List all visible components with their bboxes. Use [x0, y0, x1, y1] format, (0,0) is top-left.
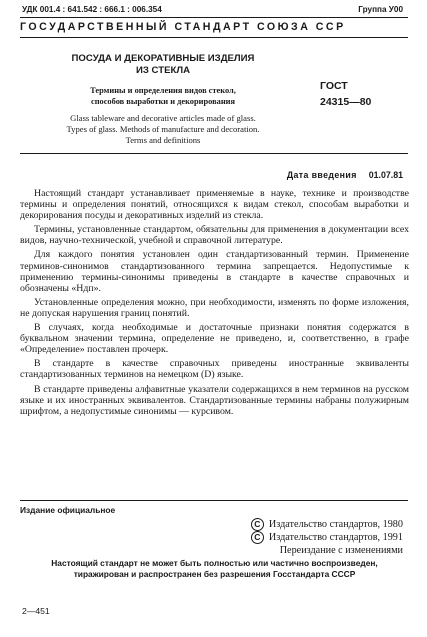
body-paragraph: В стандарте приведены алфавитные указатели содержащихся в нем терминов на русском языке и их иностранных эквивалентов. Стандартизованные термины набраны полужирным шрифтом, а недопустимые синонимы — курсивом. — [20, 383, 409, 417]
copyright-text: Издательство стандартов, 1980 — [268, 519, 403, 530]
copyright-row — [251, 531, 403, 544]
english-line: Types of glass. Methods of manufacture and decoration. — [66, 124, 260, 134]
document-title — [38, 53, 288, 77]
banner-rule — [20, 37, 408, 38]
gost-label: ГОСТ — [320, 80, 348, 92]
notice-line: Настоящий стандарт не может быть полностью или частично воспроизведен, — [51, 558, 378, 568]
title-line: ПОСУДА И ДЕКОРАТИВНЫЕ ИЗДЕЛИЯ — [71, 53, 255, 64]
udc-code: УДК 001.4 : 641.542 : 666.1 : 006.354 — [22, 5, 162, 14]
subtitle-line: Термины и определения видов стекол, — [90, 86, 236, 95]
reproduction-notice — [20, 558, 409, 579]
body-paragraph: Для каждого понятия установлен один стандартизованный термин. Применение терминов-синонимов стандартизованного термина запрещается. Недопустимые к применению термины-синонимы приведены в стандарте в качестве справочных и обозначены «Ндп». — [20, 249, 409, 294]
top-rule — [20, 17, 408, 18]
title-line: ИЗ СТЕКЛА — [135, 65, 191, 76]
intro-date-label: Дата введения — [286, 170, 357, 180]
body-paragraph: В стандарте в качестве справочных приведены иностранные эквиваленты стандартизованных терминов на немецком (D) языке. — [20, 358, 409, 381]
footer-rule — [20, 500, 408, 501]
copyright-icon: С — [251, 531, 264, 544]
gost-number: 24315—80 — [320, 96, 372, 108]
document-body — [20, 188, 409, 420]
page-code: 2—451 — [22, 606, 50, 616]
official-edition: Издание официальное — [20, 505, 116, 515]
copyright-block — [251, 518, 403, 557]
intro-date-value: 01.07.81 — [368, 170, 403, 180]
title-rule — [20, 153, 408, 154]
english-line: Glass tableware and decorative articles made of glass. — [70, 113, 256, 123]
body-paragraph: В случаях, когда необходимые и достаточные признаки понятия содержатся в буквальном значении термина, определение не приведено, и, соответственно, в графе «Определение» поставлен прочерк. — [20, 322, 409, 356]
body-paragraph: Настоящий стандарт устанавливает применяемые в науке, технике и производстве термины и определения понятий, относящихся к видам стекол, способам выработки и декорирования посуды и декоративных изделий из стекла. — [20, 188, 409, 222]
copyright-text: Издательство стандартов, 1991 — [268, 532, 403, 544]
standard-banner: ГОСУДАРСТВЕННЫЙ СТАНДАРТ СОЮЗА ССР — [20, 21, 346, 33]
subtitle-line: способов выработки и декорирования — [90, 97, 235, 106]
document-subtitle — [38, 85, 288, 107]
group-code: Группа У00 — [358, 5, 403, 14]
intro-date — [287, 170, 403, 180]
notice-line: тиражирован и распространен без разрешения Госстандарта СССР — [73, 568, 356, 579]
english-line: Terms and definitions — [125, 135, 201, 145]
english-title — [38, 113, 288, 146]
body-paragraph: Термины, установленные стандартом, обязательны для применения в документации всех видов, научно-технической, учебной и справочной литературе. — [20, 224, 409, 247]
reprint-note: Переиздание с изменениями — [279, 544, 403, 556]
body-paragraph: Установленные определения можно, при необходимости, изменять по форме изложения, не допуская нарушения границ понятий. — [20, 296, 409, 319]
copyright-row — [251, 518, 403, 531]
copyright-icon: С — [251, 518, 264, 531]
